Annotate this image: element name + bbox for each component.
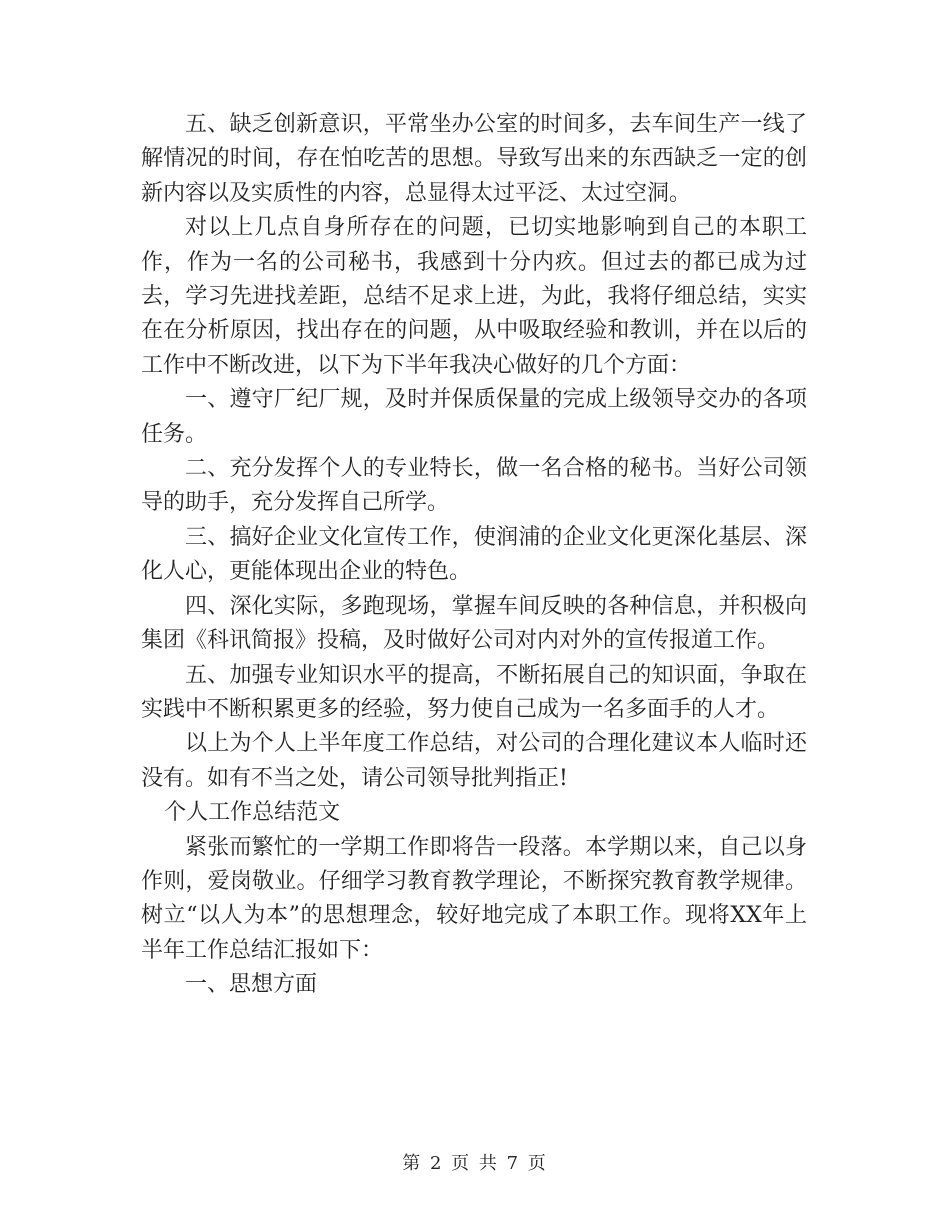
- paragraph-intro: 紧张而繁忙的一学期工作即将告一段落。本学期以来，自己以身作则，爱岗敬业。仔细学习教育教学理论，不断探究教育教学规律。树立“以人为本”的思想理念，较好地完成了本职工作。现将XX年上半年工作总结汇报如下：: [141, 834, 807, 963]
- section-title: 个人工作总结范文: [164, 800, 341, 826]
- paragraph-self-reflection: 对以上几点自身所存在的问题，已切实地影响到自己的本职工作，作为一名的公司秘书，我感到十分内疚。但过去的都已成为过去，学习先进找差距，总结不足求上进，为此，我将仔细总结，实实在在分析原因，找出存在的问题，从中吸取经验和教训，并在以后的工作中不断改进，以下为下半年我决心做好的几个方面：: [141, 215, 807, 378]
- paragraph-goal-five: 五、加强专业知识水平的提高，不断拓展自己的知识面，争取在实践中不断积累更多的经验，努力使自己成为一名多面手的人才。: [141, 662, 807, 722]
- document-body: [141, 108, 807, 1003]
- paragraph-conclusion: 以上为个人上半年度工作总结，对公司的合理化建议本人临时还没有。如有不当之处，请公司领导批判指正!: [141, 731, 807, 791]
- paragraph-goal-four: 四、深化实际，多跑现场，掌握车间反映的各种信息，并积极向集团《科讯简报》投稿，及时做好公司对内对外的宣传报道工作。: [141, 593, 807, 654]
- paragraph-point-five-innovation: 五、缺乏创新意识，平常坐办公室的时间多，去车间生产一线了解情况的时间，存在怕吃苦的思想。导致写出来的东西缺乏一定的创新内容以及实质性的内容，总显得太过平泛、太过空洞。: [141, 112, 807, 206]
- paragraph-goal-two: 二、充分发挥个人的专业特长，做一名合格的秘书。当好公司领导的助手，充分发挥自己所学。: [141, 456, 807, 516]
- paragraph-goal-one: 一、遵守厂纪厂规，及时并保质保量的完成上级领导交办的各项任务。: [141, 387, 807, 447]
- paragraph-thought-heading: 一、思想方面: [185, 972, 318, 998]
- page-number-footer: 第 2 页 共 7 页: [402, 1153, 548, 1174]
- paragraph-goal-three: 三、搞好企业文化宣传工作，使润浦的企业文化更深化基层、深化人心，更能体现出企业的特色。: [141, 524, 807, 585]
